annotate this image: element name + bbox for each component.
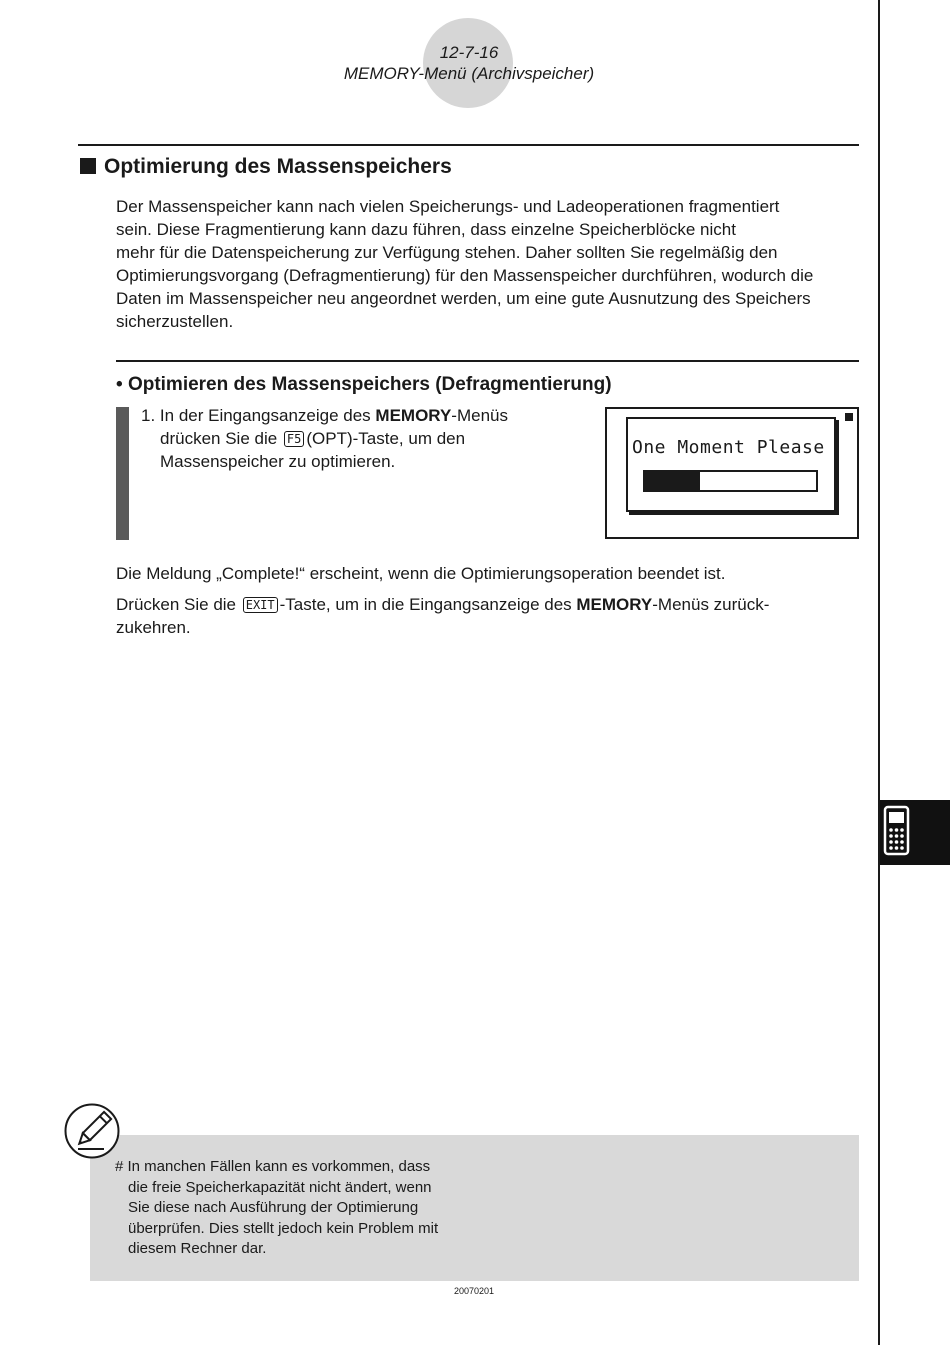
- progress-bar: [643, 470, 818, 492]
- square-bullet-icon: [80, 158, 96, 174]
- progress-bar-fill: [645, 472, 700, 490]
- complete-message-text: Die Meldung „Complete!“ erscheint, wenn die Optimierungsoperation beendet ist.: [116, 564, 726, 583]
- page-number: 12-7-16: [439, 43, 499, 62]
- progress-dialog: [626, 417, 836, 512]
- subsection-title: • Optimieren des Massenspeichers (Defragmentierung): [116, 374, 612, 395]
- footer-code: 20070201: [453, 1286, 495, 1296]
- section-rule: [78, 144, 859, 146]
- page-edge-line: [878, 0, 880, 1345]
- screen-indicator-icon: [845, 413, 853, 421]
- exit-instruction-text: Drücken Sie die EXIT -Taste, um in die Eingangsanzeige des MEMORY-Menüs zurück- zukehren.: [116, 595, 770, 637]
- chapter-tab: [880, 800, 950, 865]
- exit-key-icon: EXIT: [243, 597, 278, 613]
- section-title: Optimierung des Massenspeichers: [80, 155, 452, 179]
- f5-key-icon: F5: [284, 431, 304, 447]
- header-circle: [423, 18, 513, 108]
- note-text: # In manchen Fällen kann es vorkommen, dass die freie Speicherkapazität nicht ändert, wenn Sie diese nach Ausführung der Optimierung überprüfen. Dies stellt jedoch kein Problem mit diesem Rechner dar.: [115, 1158, 439, 1257]
- step-bar: [116, 407, 129, 540]
- bullet-icon: •: [116, 374, 123, 395]
- dialog-message: One Moment Please: [632, 437, 825, 458]
- calculator-icon: [880, 800, 950, 865]
- subsection-rule: [116, 360, 859, 362]
- chapter-title: MEMORY-Menü (Archivspeicher): [343, 64, 595, 83]
- step-1: 1. In der Eingangsanzeige des MEMORY-Menüs drücken Sie die F5 (OPT)-Taste, um den Massenspeicher zu optimieren.: [141, 406, 508, 471]
- pencil-icon: [64, 1103, 120, 1159]
- section-paragraph: Der Massenspeicher kann nach vielen Speicherungs- und Ladeoperationen fragmentiert sein. Diese Fragmentierung kann dazu führen, dass einzelne Speicherblöcke nicht mehr für die Datenspeicherung zur Verfügung stehen. Daher sollten Sie regelmäßig den Optimierungsvorgang (Defragmentierung) für den Massenspeicher durchführen, wodurch die Daten im Massenspeicher neu angeordnet werden, um eine gute Ausnutzung des Speichers sicherzustellen.: [116, 197, 814, 331]
